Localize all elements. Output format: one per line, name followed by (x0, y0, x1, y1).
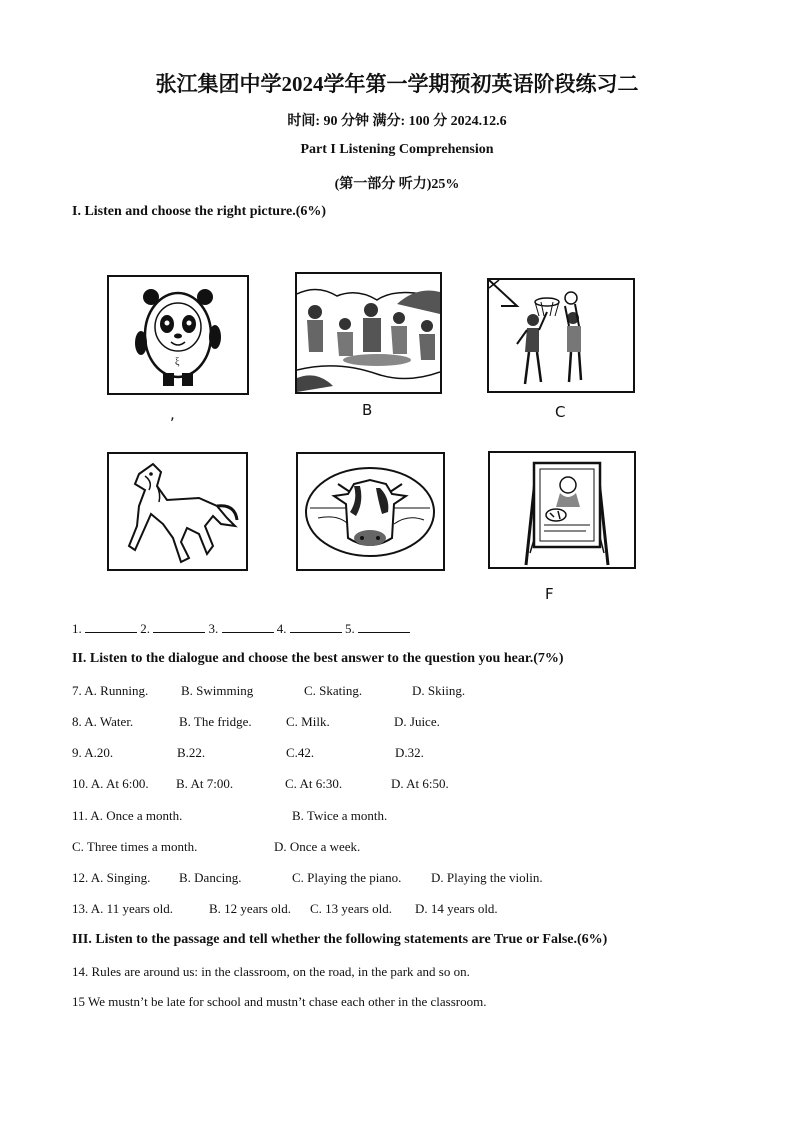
basketball-players-icon (489, 280, 633, 391)
option-9d: D.32. (395, 745, 424, 760)
family-picnic-icon (297, 274, 440, 392)
picture-b (295, 272, 442, 394)
option-7b: B. Swimming (181, 683, 254, 698)
option-9a: 9. A.20. (72, 745, 114, 760)
picture-f-letter: F (545, 585, 554, 603)
picture-b-letter: B (362, 401, 373, 419)
statement-15: 15 We mustn’t be late for school and mustn’t chase each other in the classroom. (72, 994, 487, 1009)
poster-board-icon (490, 453, 634, 567)
answer-blanks (72, 620, 410, 637)
part-title: Part I Listening Comprehension (300, 142, 494, 157)
option-8b: B. The fridge. (179, 714, 252, 729)
option-9c: C.42. (286, 745, 315, 760)
answer-label-4: 4. (276, 621, 287, 636)
option-8d: D. Juice. (394, 714, 440, 729)
option-7a: 7. A. Running. (72, 683, 149, 698)
option-11b: B. Twice a month. (292, 808, 388, 823)
option-9b: B.22. (177, 745, 206, 760)
answer-blank-2[interactable] (153, 620, 205, 633)
picture-a-letter: , (170, 405, 175, 423)
option-10d: D. At 6:50. (391, 776, 449, 791)
section-1-heading: I. Listen and choose the right picture.(6%) (72, 204, 327, 219)
svg-text:ξ: ξ (175, 357, 180, 368)
answer-label-5: 5. (345, 621, 355, 636)
answer-label-3: 3. (208, 621, 219, 636)
picture-e (296, 452, 445, 571)
section-2-heading: II. Listen to the dialogue and choose the best answer to the question you hear.(7%) (72, 651, 564, 666)
exam-title: 张江集团中学2024学年第一学期预初英语阶段练习二 (155, 72, 639, 96)
picture-c-letter: C (555, 403, 566, 421)
answer-label-1: 1. (72, 621, 82, 636)
option-8a: 8. A. Water. (72, 714, 134, 729)
option-12d: D. Playing the violin. (431, 870, 543, 885)
option-10c: C. At 6:30. (285, 776, 343, 791)
option-13a: 13. A. 11 years old. (72, 901, 173, 916)
option-12c: C. Playing the piano. (292, 870, 402, 885)
option-13d: D. 14 years old. (415, 901, 498, 916)
answer-blank-5[interactable] (358, 620, 410, 633)
option-13b: B. 12 years old. (209, 901, 291, 916)
option-11c: C. Three times a month. (72, 839, 198, 854)
answer-blank-3[interactable] (222, 620, 274, 633)
horse-icon (109, 454, 246, 569)
exam-info: 时间: 90 分钟 满分: 100 分 2024.12.6 (287, 114, 507, 129)
panda-mascot-icon (109, 277, 247, 393)
picture-d (107, 452, 248, 571)
picture-c (487, 278, 635, 393)
section-3-heading: III. Listen to the passage and tell whether the following statements are True or False.(6%) (72, 932, 608, 947)
picture-f (488, 451, 636, 569)
answer-blank-1[interactable] (85, 620, 137, 633)
option-12b: B. Dancing. (179, 870, 242, 885)
option-12a: 12. A. Singing. (72, 870, 151, 885)
answer-label-2: 2. (140, 621, 150, 636)
option-7c: C. Skating. (304, 683, 363, 698)
option-8c: C. Milk. (286, 714, 330, 729)
part-title-cn: (第一部分 听力)25% (334, 177, 460, 192)
statement-14: 14. Rules are around us: in the classroom, on the road, in the park and so on. (72, 964, 470, 979)
answer-blank-4[interactable] (290, 620, 342, 633)
option-10b: B. At 7:00. (176, 776, 234, 791)
option-7d: D. Skiing. (412, 683, 466, 698)
option-13c: C. 13 years old. (310, 901, 392, 916)
picture-a (107, 275, 249, 395)
cow-icon (298, 454, 443, 569)
option-11a: 11. A. Once a month. (72, 808, 183, 823)
option-10a: 10. A. At 6:00. (72, 776, 149, 791)
option-11d: D. Once a week. (274, 839, 361, 854)
